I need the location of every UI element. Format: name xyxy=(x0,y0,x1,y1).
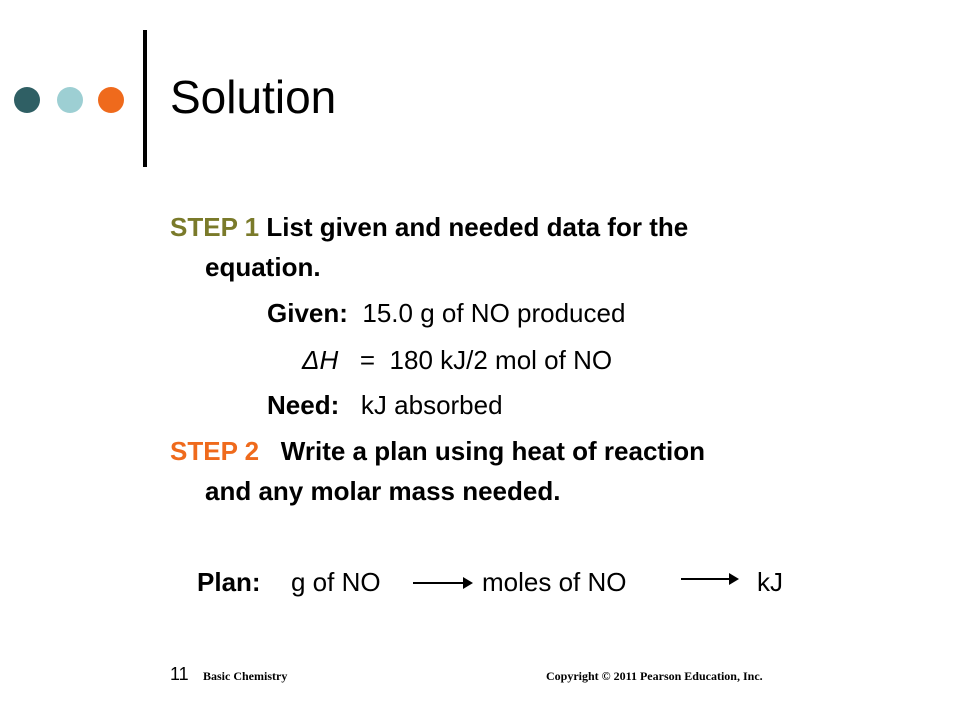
step1-line xyxy=(170,212,688,243)
plan-arrow-2 xyxy=(681,578,737,580)
copyright-notice: Copyright © 2011 Pearson Education, Inc. xyxy=(546,669,763,683)
plan-arrow-1 xyxy=(413,582,471,584)
step1-text: List given and needed data for the xyxy=(259,212,689,242)
decorative-dot-light-blue xyxy=(57,87,83,113)
plan-part2: moles of NO xyxy=(482,567,627,597)
slide-number: 11 xyxy=(170,664,189,684)
step2-text: Write a plan using heat of reaction xyxy=(259,436,706,466)
delta-h-line xyxy=(302,345,612,376)
step2-text-continued: and any molar mass needed. xyxy=(205,476,561,506)
plan-label: Plan: xyxy=(197,567,261,597)
step2-label: STEP 2 xyxy=(170,436,260,466)
delta-h-symbol: ΔH xyxy=(302,345,339,375)
need-label: Need: xyxy=(267,390,340,420)
need-value: kJ absorbed xyxy=(339,390,503,420)
slide-title: Solution xyxy=(170,71,337,123)
step2-line xyxy=(170,436,705,467)
book-title: Basic Chemistry xyxy=(203,669,288,683)
decorative-dot-teal xyxy=(14,87,40,113)
step1-text-continued: equation. xyxy=(205,252,321,282)
given-label: Given: xyxy=(267,298,348,328)
title-divider xyxy=(143,30,147,167)
delta-h-value: = 180 kJ/2 mol of NO xyxy=(338,345,613,375)
step1-label: STEP 1 xyxy=(170,212,260,242)
given-value: 15.0 g of NO produced xyxy=(347,298,626,328)
need-line xyxy=(267,390,503,421)
given-line xyxy=(267,298,625,329)
decorative-dot-orange xyxy=(98,87,124,113)
plan-part3: kJ xyxy=(757,567,783,597)
plan-part1: g of NO xyxy=(291,567,381,597)
